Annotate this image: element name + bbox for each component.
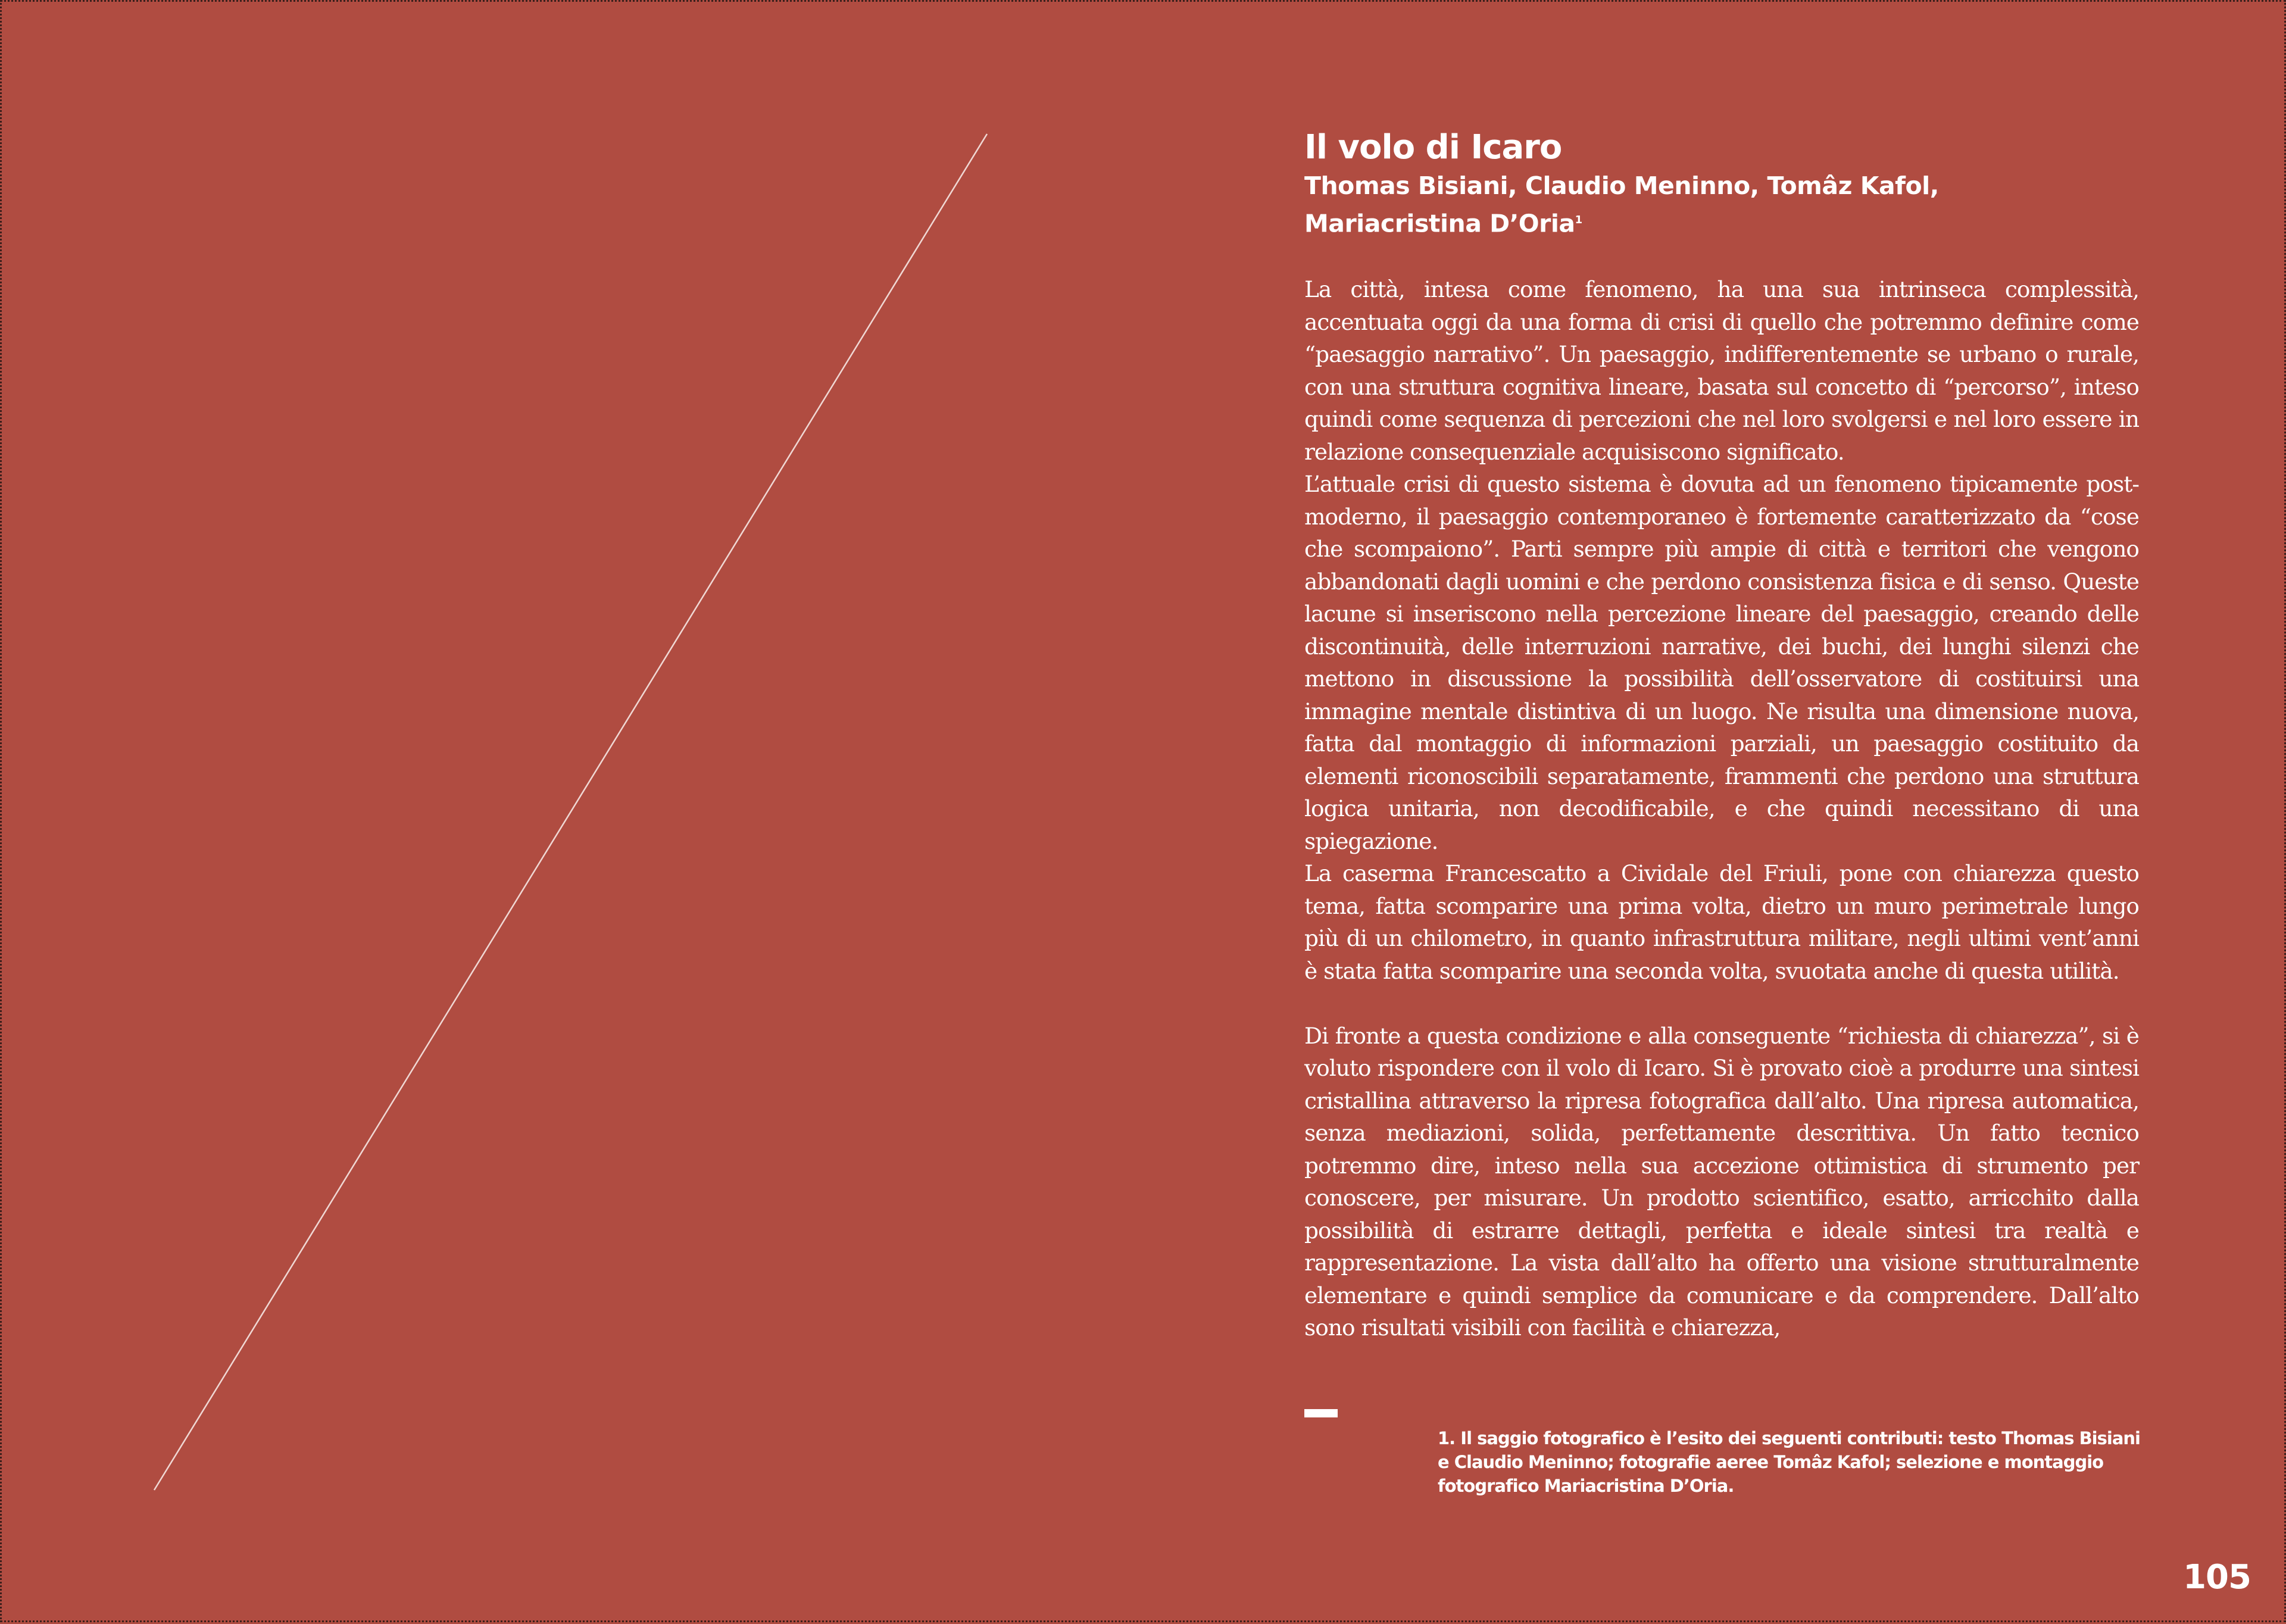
- authors-line-2: [1304, 203, 2150, 241]
- footnote: 1. Il saggio fotografico è l’esito dei seguenti contributi: testo Thomas Bisiani e Claudio Meninno; fotografie aeree Tomâz Kafol; selezione e montaggio fotografico Mariacristina D’Oria.: [1438, 1428, 2140, 1496]
- article-title: Il volo di Icaro: [1304, 128, 1562, 167]
- body-paragraph-4: Di fronte a questa condizione e alla conseguente “richiesta di chiarezza”, si è voluto rispondere con il volo di Icaro. Si è provato cioè a produrre una sintesi cristallina attraverso la ripresa fotografica dall’alto. Una ripresa automatica, senza mediazioni, solida, perfettamente descrittiva. Un fatto tecnico potremmo dire, inteso nella sua accezione ottimistica di strumento per conoscere, per misurare. Un prodotto scientifico, esatto, arricchito dalla possibilità di estrarre dettagli, perfetta e ideale sintesi tra realtà e rappresentazione. La vista dall’alto ha offerto una visione strutturalmente elementare e quindi semplice da comunicare e da comprendere. Dall’alto sono risultati visibili con facilità e chiarezza,: [1304, 1022, 2139, 1341]
- footnote-reference: 1: [1575, 214, 1582, 226]
- diagonal-line: [154, 134, 987, 1490]
- page-number: 105: [2183, 1558, 2251, 1597]
- body-paragraph-1: La città, intesa come fenomeno, ha una sua intrinseca complessità, accentuata oggi da una forma di crisi di quello che potremmo definire come “paesaggio narrativo”. Un paesaggio, indifferentemente se urbano o rurale, con una struttura cognitiva lineare, basata sul concetto di “percorso”, inteso quindi come sequenza di percezioni che nel loro svolgersi e nel loro essere in relazione consequenziale acquisiscono significato.: [1304, 276, 2139, 465]
- footnote-separator-mark: [1304, 1409, 1338, 1417]
- article-authors: [1304, 168, 2150, 241]
- paragraph-gap: [1304, 987, 2139, 1020]
- body-paragraph-3: La caserma Francescatto a Cividale del Friuli, pone con chiarezza questo tema, fatta scomparire una prima volta, dietro un muro perimetrale lungo più di un chilometro, in quanto infrastruttura militare, negli ultimi vent’anni è stata fatta scomparire una seconda volta, svuotata anche di questa utilità.: [1304, 860, 2139, 984]
- article-body: [1304, 273, 2139, 1344]
- authors-line-1: Thomas Bisiani, Claudio Meninno, Tomâz Kafol,: [1304, 171, 1939, 200]
- authors-line-2-text: Mariacristina D’Oria: [1304, 209, 1575, 238]
- body-paragraph-2: L’attuale crisi di questo sistema è dovuta ad un fenomeno tipicamente post-moderno, il paesaggio contemporaneo è fortemente caratterizzato da “cose che scompaiono”. Parti sempre più ampie di città e territori che vengono abbandonati dagli uomini e che perdono consistenza fisica e di senso. Queste lacune si inseriscono nella percezione lineare del paesaggio, creando delle discontinuità, delle interruzioni narrative, dei buchi, dei lunghi silenzi che mettono in discussione la possibilità dell’osservatore di costituirsi una immagine mentale distintiva di un luogo. Ne risulta una dimensione nuova, fatta dal montaggio di informazioni parziali, un paesaggio costituito da elementi riconoscibili separatamente, frammenti che perdono una struttura logica unitaria, non decodificabile, e che quindi necessitano di una spiegazione.: [1304, 471, 2139, 854]
- article-heading: [1304, 127, 2150, 241]
